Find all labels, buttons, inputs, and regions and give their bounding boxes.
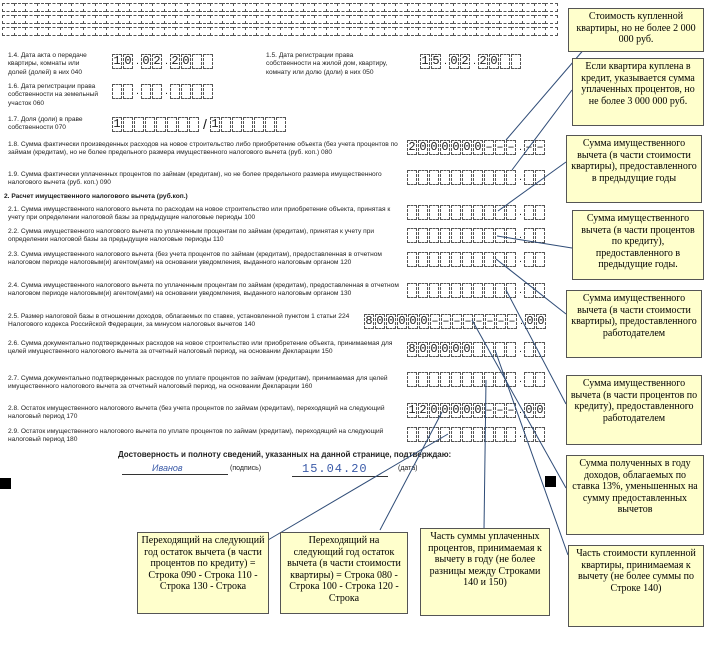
date-dot: . bbox=[165, 56, 168, 67]
digit-cell: 2 bbox=[479, 54, 487, 68]
digit-cell: 0 bbox=[441, 140, 449, 154]
confirmation-text: Достоверность и полноту сведений, указанных на данной странице, подтверждаю: bbox=[118, 450, 452, 459]
digit-cell: – bbox=[485, 403, 493, 417]
decimal-point: . bbox=[519, 254, 522, 265]
date-value: 15.04.20 bbox=[302, 462, 368, 476]
digit-cell: – bbox=[496, 403, 504, 417]
digit-cell: – bbox=[507, 403, 515, 417]
date-dot: . bbox=[165, 86, 168, 97]
section-2-heading: 2. Расчет имущественного налогового вычета (руб.коп.) bbox=[4, 193, 188, 200]
digit-cell: 2 bbox=[461, 54, 469, 68]
line-160-label: 2.7. Сумма документально подтвержденных расходов по уплате процентов по займам (кредитам), принимаемая для целей имущественного налогового вычета за отчетный налоговый период, на основании Декларации 160 bbox=[8, 375, 388, 391]
digit-cell: 0 bbox=[376, 314, 384, 328]
decimal-point: . bbox=[519, 230, 522, 241]
digit-cell: 0 bbox=[474, 403, 482, 417]
digit-cell: 1 bbox=[211, 117, 219, 131]
line-050-label: 1.5. Дата регистрации права собственности на жилой дом, квартиру, комнату или долю (доли) в них 050 bbox=[266, 52, 388, 76]
digit-cell: – bbox=[485, 140, 493, 154]
digit-cell: – bbox=[496, 140, 504, 154]
digit-cell: – bbox=[525, 140, 533, 154]
digit-cell: 0 bbox=[463, 342, 471, 356]
callout-110-note: Сумма имущественного вычета (в части процентов по кредиту), предоставленного в предыдущие годы. bbox=[572, 210, 704, 280]
digit-cell: 0 bbox=[525, 403, 533, 417]
digit-cell: 2 bbox=[153, 54, 161, 68]
signature-label: (подпись) bbox=[230, 465, 262, 472]
callout-130-note: Сумма имущественного вычета (в части процентов по кредиту), предоставленного работодателем bbox=[566, 375, 702, 445]
callout-180-note: Переходящий на следующий год остаток вычета (в части процентов по кредиту) = Строка 090 - Строка 110 - Строка 130 - Строка bbox=[137, 532, 269, 614]
decimal-point: . bbox=[519, 429, 522, 440]
digit-cell: 5 bbox=[432, 54, 440, 68]
date-dot: . bbox=[136, 86, 139, 97]
digit-cell: – bbox=[508, 314, 516, 328]
digit-cell: 0 bbox=[398, 314, 406, 328]
digit-cell: 0 bbox=[463, 140, 471, 154]
line-080-label: 1.8. Сумма фактически произведенных расходов на новое строительство либо приобретение объекта (без учета процентов по займам (кредитам), но не более предельного размера имущественного налогового вычета (руб. коп.) 080 bbox=[8, 141, 398, 157]
digit-cell: 2 bbox=[419, 403, 427, 417]
line-130-label: 2.4. Сумма имущественного налогового вычета по уплаченным процентам по займам (кредитам), предоставленная в отчетном налоговом периоде налоговым(и) агентом(ами) на основании уведомления, выданного налоговым органом 130 bbox=[8, 282, 399, 298]
share-slash: / bbox=[203, 116, 207, 132]
decimal-point: . bbox=[519, 374, 522, 385]
callout-100-note: Сумма имущественного вычета (в части стоимости квартиры), предоставленного в предыдущие годы bbox=[566, 135, 702, 203]
digit-cell: 8 bbox=[365, 314, 373, 328]
digit-cell: – bbox=[453, 314, 461, 328]
digit-cell: 0 bbox=[430, 342, 438, 356]
callout-150-note: Часть стоимости купленной квартиры, принимаемая к вычету (не более суммы по Строке 140) bbox=[568, 545, 704, 627]
digit-cell: 0 bbox=[452, 342, 460, 356]
digit-cell: 8 bbox=[408, 342, 416, 356]
digit-cell: 0 bbox=[419, 140, 427, 154]
date-dot: . bbox=[136, 56, 139, 67]
digit-cell: – bbox=[497, 314, 505, 328]
digit-cell: 2 bbox=[408, 140, 416, 154]
signature-value: Иванов bbox=[152, 463, 183, 473]
digit-cell: – bbox=[464, 314, 472, 328]
digit-cell: 1 bbox=[421, 54, 429, 68]
line-170-label: 2.8. Остаток имущественного налогового вычета (без учета процентов по займам (кредитам), переходящий на следующий налоговый период 170 bbox=[8, 405, 385, 421]
digit-cell: 0 bbox=[452, 403, 460, 417]
digit-cell: 0 bbox=[526, 314, 534, 328]
callout-080-note: Стоимость купленной квартиры, но не более 2 000 000 руб. bbox=[568, 8, 704, 52]
line-090-label: 1.9. Сумма фактически уплаченных процентов по займам (кредитам), но не более предельного размера имущественного налогового вычета (руб. коп.) 090 bbox=[8, 171, 382, 187]
callout-140-note: Сумма полученных в году доходов, облагаемых по ставка 13%, уменьшенных на сумму предоставленных вычетов bbox=[566, 455, 704, 535]
line-110-label: 2.2. Сумма имущественного налогового вычета по уплаченным процентам по займам (кредитам), принятая к учету при определении налоговой базы за предыдущие налоговые периоды 110 bbox=[8, 228, 375, 244]
line-150-label: 2.6. Сумма документально подтвержденных расходов на новое строительство или приобретение объекта, принимаемая для целей имущественного налогового вычета за отчетный налоговый период, на основании Декларации 150 bbox=[8, 340, 393, 356]
digit-cell: 0 bbox=[452, 140, 460, 154]
digit-cell: 0 bbox=[420, 314, 428, 328]
digit-cell: 0 bbox=[537, 314, 545, 328]
digit-cell: 0 bbox=[536, 403, 544, 417]
callout-120-note: Сумма имущественного вычета (в части стоимости квартиры), предоставленного работодателем bbox=[566, 290, 702, 358]
digit-cell: 0 bbox=[430, 403, 438, 417]
digit-cell: – bbox=[475, 314, 483, 328]
decimal-point: . bbox=[519, 207, 522, 218]
line-120-label: 2.3. Сумма имущественного налогового вычета (без учета процентов по займам (кредитам), предоставленная в отчетном налоговом периоде налоговым(и) агентом(ами) на основании уведомления, выданного налоговым органом 120 bbox=[8, 251, 382, 267]
decimal-point: . bbox=[519, 285, 522, 296]
line-040-label: 1.4. Дата акта о передаче квартиры, комнаты или долей (долей) в них 040 bbox=[8, 52, 87, 76]
line-060-label: 1.6. Дата регистрации права собственности на земельный участок 060 bbox=[8, 83, 99, 107]
decimal-point: . bbox=[519, 344, 522, 355]
digit-cell: – bbox=[507, 140, 515, 154]
digit-cell: 0 bbox=[419, 342, 427, 356]
decimal-point: . bbox=[519, 405, 522, 416]
digit-cell: 0 bbox=[124, 54, 132, 68]
callout-160-note: Часть суммы уплаченных процентов, принимаемая к вычету в году (не более разницы между Строками 140 и 150) bbox=[420, 528, 550, 616]
digit-cell: 0 bbox=[142, 54, 150, 68]
line-070-label: 1.7. Доля (доли) в праве собственности 070 bbox=[8, 116, 83, 132]
digit-cell: 0 bbox=[430, 140, 438, 154]
decimal-point: . bbox=[519, 172, 522, 183]
digit-cell: – bbox=[431, 314, 439, 328]
digit-cell: – bbox=[442, 314, 450, 328]
callout-090-note: Если квартира куплена в кредит, указывается сумма уплаченных процентов, но не более 3 000 000 руб. bbox=[572, 58, 704, 126]
digit-cell: 0 bbox=[387, 314, 395, 328]
digit-cell: 0 bbox=[474, 140, 482, 154]
digit-cell: 0 bbox=[409, 314, 417, 328]
line-140-label: 2.5. Размер налоговой базы в отношении доходов, облагаемых по ставке, установленной пунктом 1 статьи 224 Налогового кодекса Российской Федерации, за минусом налоговых вычетов 140 bbox=[8, 313, 350, 329]
date-label: (дата) bbox=[398, 465, 418, 472]
decimal-point: . bbox=[519, 142, 522, 153]
digit-cell: 1 bbox=[408, 403, 416, 417]
digit-cell: 0 bbox=[463, 403, 471, 417]
callout-170-note: Переходящий на следующий год остаток вычета (в части стоимости квартиры) = Строка 080 - Строка 100 - Строка 120 - Строка bbox=[280, 532, 408, 614]
digit-cell: 1 bbox=[113, 117, 121, 131]
line-100-label: 2.1. Сумма имущественного налогового вычета по расходам на новое строительство или приобретение объекта, принятая к учету при определении налоговой базы за предыдущие налоговые периоды 100 bbox=[8, 206, 391, 222]
digit-cell: – bbox=[486, 314, 494, 328]
digit-cell: – bbox=[536, 140, 544, 154]
digit-cell: 2 bbox=[171, 54, 179, 68]
decimal-point: . bbox=[520, 316, 523, 327]
digit-cell: 0 bbox=[490, 54, 498, 68]
date-dot: . bbox=[444, 56, 447, 67]
digit-cell: 0 bbox=[450, 54, 458, 68]
digit-cell: 0 bbox=[182, 54, 190, 68]
digit-cell: 1 bbox=[113, 54, 121, 68]
digit-cell: 0 bbox=[441, 342, 449, 356]
digit-cell: 0 bbox=[441, 403, 449, 417]
line-180-label: 2.9. Остаток имущественного налогового вычета по уплате процентов по займам (кредитам), переходящий на следующий налоговый период 180 bbox=[8, 428, 384, 444]
date-dot: . bbox=[473, 56, 476, 67]
